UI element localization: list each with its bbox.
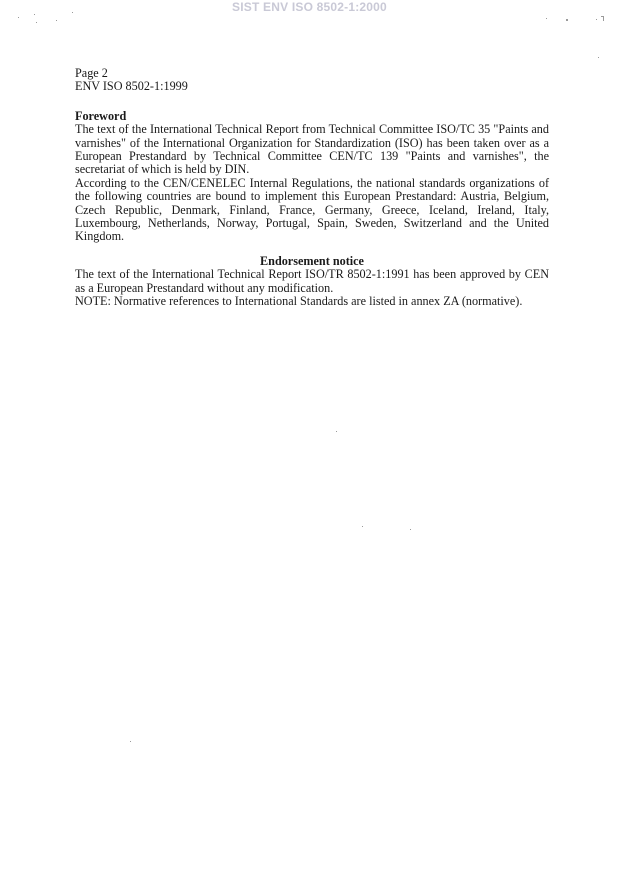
scan-speck <box>34 14 35 15</box>
scan-speck <box>410 529 411 530</box>
document-body <box>75 67 549 309</box>
endorsement-paragraph: The text of the International Technical Report ISO/TR 8502-1:1991 has been approved by CEN as a European Prestandard without any modification. <box>75 267 549 295</box>
scan-speck <box>598 57 599 58</box>
foreword-paragraph: According to the CEN/CENELEC Internal Regulations, the national standards organizations of the following countries are bound to implement this European Prestandard: Austria, Belgium, Czech Republic, Denmark, Finland, France, Germany, Greece, Iceland, Ireland, Italy, Luxembourg, Netherlands, Norway, Portugal, Spain, Sweden, Switzerland and the United Kingdom. <box>75 175 549 244</box>
scan-speck <box>566 19 568 21</box>
scan-speck <box>546 18 547 19</box>
foreword-paragraph: The text of the International Technical Report from Technical Committee ISO/TC 35 "Paints and varnishes" of the International Organization for Standardization (ISO) has been taken over as a European Prestandard by Technical Committee CEN/TC 139 "Paints and varnishes", the secretariat of which is held by DIN. <box>75 122 549 177</box>
scan-speck <box>362 526 363 527</box>
scan-speck <box>56 20 57 21</box>
scan-speck <box>603 17 604 21</box>
page-number: Page 2 <box>75 66 108 80</box>
foreword-heading: Foreword <box>75 108 127 123</box>
scan-speck <box>72 12 73 13</box>
note-paragraph: NOTE: Normative references to International Standards are listed in annex ZA (normative). <box>75 294 523 309</box>
scan-speck <box>18 17 19 18</box>
scan-speck <box>596 19 597 20</box>
scan-speck <box>130 741 131 742</box>
endorsement-heading: Endorsement notice <box>260 253 364 268</box>
document-id: ENV ISO 8502-1:1999 <box>75 79 188 94</box>
watermark-text: SIST ENV ISO 8502-1:2000 <box>232 0 387 14</box>
scan-speck <box>336 431 337 432</box>
scan-speck <box>36 22 37 23</box>
